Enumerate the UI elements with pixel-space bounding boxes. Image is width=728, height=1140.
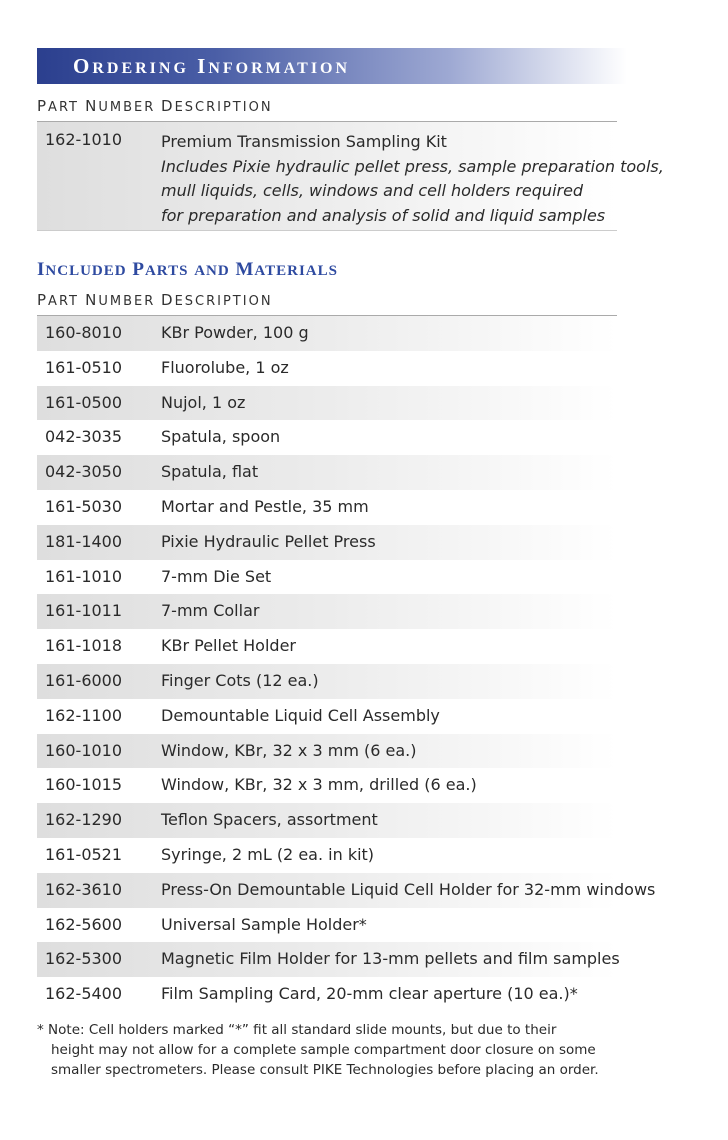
part-description: Film Sampling Card, 20-mm clear aperture (10 ea.)* xyxy=(161,984,578,1004)
part-number: 162-5600 xyxy=(45,914,123,934)
table-row xyxy=(37,490,617,525)
part-number: 162-5300 xyxy=(45,949,123,969)
rest: AND xyxy=(194,263,230,279)
table-row xyxy=(37,942,620,977)
kit-detail-line: Includes Pixie hydraulic pellet press, sample preparation tools, xyxy=(161,156,664,176)
rest: ATERIALS xyxy=(254,263,338,279)
table-row xyxy=(37,560,617,595)
part-description: KBr Pellet Holder xyxy=(161,636,296,656)
part-description: Mortar and Pestle, 35 mm xyxy=(161,496,369,516)
table-row xyxy=(37,803,617,838)
part-number: 160-8010 xyxy=(45,323,123,342)
table-row xyxy=(37,316,617,351)
part-description: Finger Cots (12 ea.) xyxy=(161,670,319,690)
cap: N xyxy=(85,97,99,115)
part-number: 162-5400 xyxy=(45,984,123,1004)
table-row xyxy=(37,594,617,629)
cap: P xyxy=(37,291,49,309)
ordering-title xyxy=(73,54,350,79)
footnote-line: smaller spectrometers. Please consult PIKE Technologies before placing an order. xyxy=(51,1062,599,1078)
table-row xyxy=(37,455,617,490)
table-row xyxy=(37,664,617,699)
title-rest: NFORMATION xyxy=(208,60,351,77)
part-description: 7-mm Collar xyxy=(161,601,260,621)
part-number: 160-1015 xyxy=(45,775,123,795)
part-number: 161-0521 xyxy=(45,844,123,864)
part-description: Magnetic Film Holder for 13-mm pellets and film samples xyxy=(161,949,620,969)
rest: NCLUDED xyxy=(45,263,127,279)
rest: ART xyxy=(48,100,79,115)
part-number: 160-1010 xyxy=(45,740,123,760)
part-description: Window, KBr, 32 x 3 mm (6 ea.) xyxy=(161,740,417,760)
table-row xyxy=(37,873,656,908)
header-part-number xyxy=(37,97,156,115)
part-number: 162-3610 xyxy=(45,879,123,899)
kit-name: Premium Transmission Sampling Kit xyxy=(161,132,447,151)
header-description xyxy=(161,291,273,309)
rest: UMBER xyxy=(98,294,156,309)
header-description xyxy=(161,97,273,115)
table-row xyxy=(37,386,617,421)
part-number: 181-1400 xyxy=(45,531,123,551)
cap: D xyxy=(161,97,175,115)
cap: D xyxy=(161,291,175,309)
kit-detail-line: for preparation and analysis of solid and liquid samples xyxy=(161,205,606,225)
kit-row xyxy=(37,122,664,230)
part-number: 162-1100 xyxy=(45,705,123,725)
part-description: Demountable Liquid Cell Assembly xyxy=(161,705,440,725)
part-description: KBr Powder, 100 g xyxy=(161,323,309,342)
rest: UMBER xyxy=(98,100,156,115)
kit-description xyxy=(161,130,664,228)
title-rest: RDERING xyxy=(92,60,189,77)
included-title xyxy=(37,259,338,281)
table-row xyxy=(37,768,617,803)
table-row xyxy=(37,838,617,873)
part-description: Spatula, spoon xyxy=(161,427,281,447)
rest: ARTS xyxy=(144,263,189,279)
part-number: 042-3050 xyxy=(45,462,123,482)
ordering-column-headers xyxy=(37,97,273,115)
part-number: 042-3035 xyxy=(45,427,123,447)
kit-part-number: 162-1010 xyxy=(45,130,123,149)
part-description: Teflon Spacers, assortment xyxy=(161,810,378,830)
part-number: 162-1290 xyxy=(45,810,123,830)
footnote-line: height may not allow for a complete sample compartment door closure on some xyxy=(51,1042,596,1058)
part-description: Universal Sample Holder* xyxy=(161,914,367,934)
table-row xyxy=(37,699,617,734)
part-number: 161-1010 xyxy=(45,566,123,586)
part-description: Spatula, flat xyxy=(161,462,259,482)
table-row xyxy=(37,525,617,560)
footnote-line: * Note: Cell holders marked “*” fit all standard slide mounts, but due to their xyxy=(37,1022,557,1038)
cap: P xyxy=(132,259,145,280)
part-number: 161-0500 xyxy=(45,392,123,412)
footnote xyxy=(37,1020,637,1080)
part-number: 161-0510 xyxy=(45,357,123,377)
part-description: Fluorolube, 1 oz xyxy=(161,357,289,377)
title-cap: O xyxy=(73,54,93,78)
header-part-number xyxy=(37,291,156,309)
title-cap: I xyxy=(197,54,209,78)
cap: P xyxy=(37,97,49,115)
part-description: Window, KBr, 32 x 3 mm, drilled (6 ea.) xyxy=(161,775,477,795)
part-number: 161-5030 xyxy=(45,496,123,516)
kit-detail-line: mull liquids, cells, windows and cell holders required xyxy=(161,181,584,200)
rest: ESCRIPTION xyxy=(174,294,273,309)
cap: N xyxy=(85,291,99,309)
table-row xyxy=(37,351,617,386)
part-number: 161-1018 xyxy=(45,636,123,656)
part-number: 161-6000 xyxy=(45,670,123,690)
part-description: 7-mm Die Set xyxy=(161,566,272,586)
part-number: 161-1011 xyxy=(45,601,123,621)
part-description: Pixie Hydraulic Pellet Press xyxy=(161,531,376,551)
table-row xyxy=(37,734,617,769)
included-parts-table xyxy=(37,316,656,1012)
kit-rule xyxy=(37,230,617,231)
cap: M xyxy=(235,259,255,280)
included-column-headers xyxy=(37,291,273,309)
part-description: Press-On Demountable Liquid Cell Holder for 32-mm windows xyxy=(161,879,656,899)
part-description: Syringe, 2 mL (2 ea. in kit) xyxy=(161,844,375,864)
table-row xyxy=(37,977,617,1012)
table-row xyxy=(37,629,617,664)
cap: I xyxy=(37,259,46,280)
ordering-banner xyxy=(37,48,627,84)
part-description: Nujol, 1 oz xyxy=(161,392,246,412)
table-row xyxy=(37,420,617,455)
table-row xyxy=(37,908,617,943)
rest: ART xyxy=(48,294,79,309)
rest: ESCRIPTION xyxy=(174,100,273,115)
